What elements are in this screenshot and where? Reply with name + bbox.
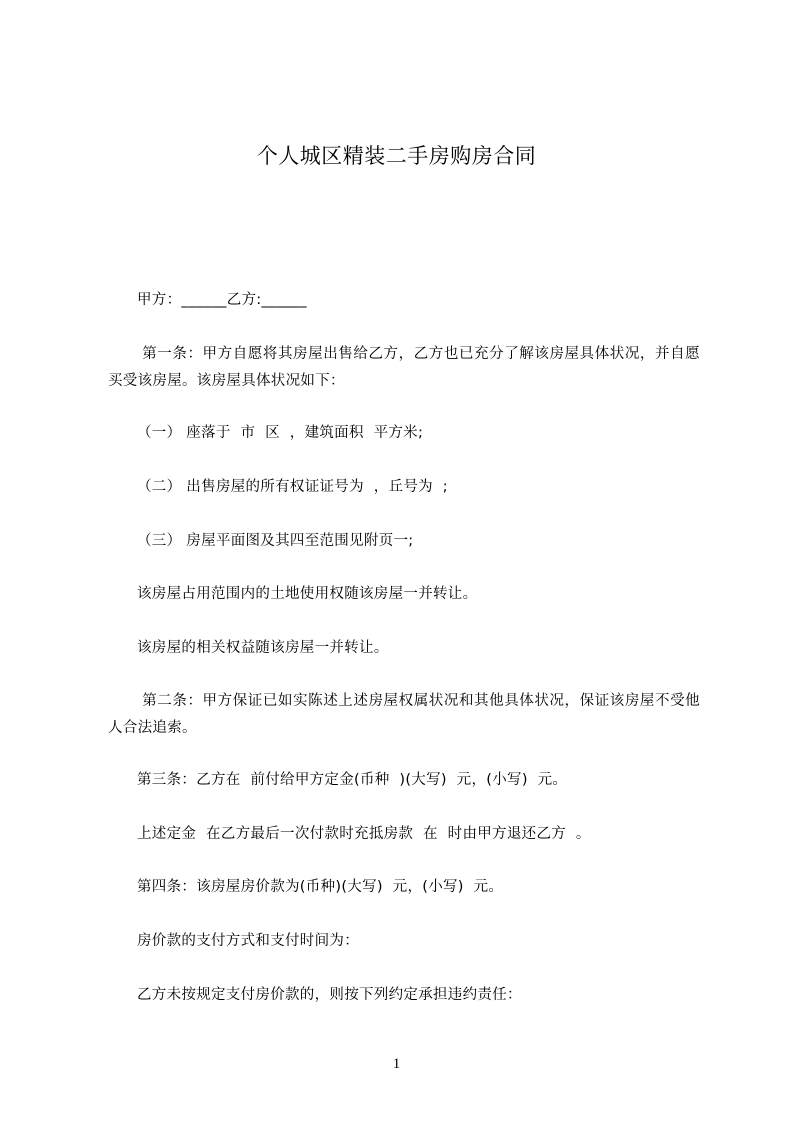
clause-2-certificate: （二） 出售房屋的所有权证证号为 ，丘号为 ; [137, 479, 448, 495]
payment-method: 房价款的支付方式和支付时间为： [137, 933, 359, 949]
clause-1-location: （一） 座落于 市 区 ，建筑面积 平方米; [137, 425, 424, 441]
rights-transfer: 该房屋的相关权益随该房屋一并转让。 [137, 640, 389, 656]
breach-liability: 乙方未按规定支付房价款的，则按下列约定承担违约责任： [137, 987, 522, 1003]
article-1: 第一条：甲方自愿将其房屋出售给乙方，乙方也已充分了解该房屋具体状况，并自愿买受该房屋。该房屋具体状况如下： [108, 346, 700, 389]
land-use-transfer: 该房屋占用范围内的土地使用权随该房屋一并转让。 [137, 586, 478, 602]
page-number: 1 [392, 1056, 401, 1072]
deposit-clause: 上述定金 在乙方最后一次付款时充抵房款 在 时由甲方退还乙方 。 [137, 826, 591, 842]
article-4: 第四条：该房屋房价款为(币种)(大写) 元，(小写) 元。 [137, 879, 504, 895]
clause-3-floor-plan: （三） 房屋平面图及其四至范围见附页一; [137, 533, 414, 549]
article-2: 第二条：甲方保证已如实陈述上述房屋权属状况和其他具体状况，保证该房屋不受他人合法追索。 [108, 693, 700, 736]
parties-line: 甲方：______乙方:______ [137, 292, 307, 308]
article-3: 第三条：乙方在 前付给甲方定金(币种 )(大写) 元，(小写) 元。 [137, 772, 568, 788]
document-title: 个人城区精装二手房购房合同 [256, 144, 537, 168]
